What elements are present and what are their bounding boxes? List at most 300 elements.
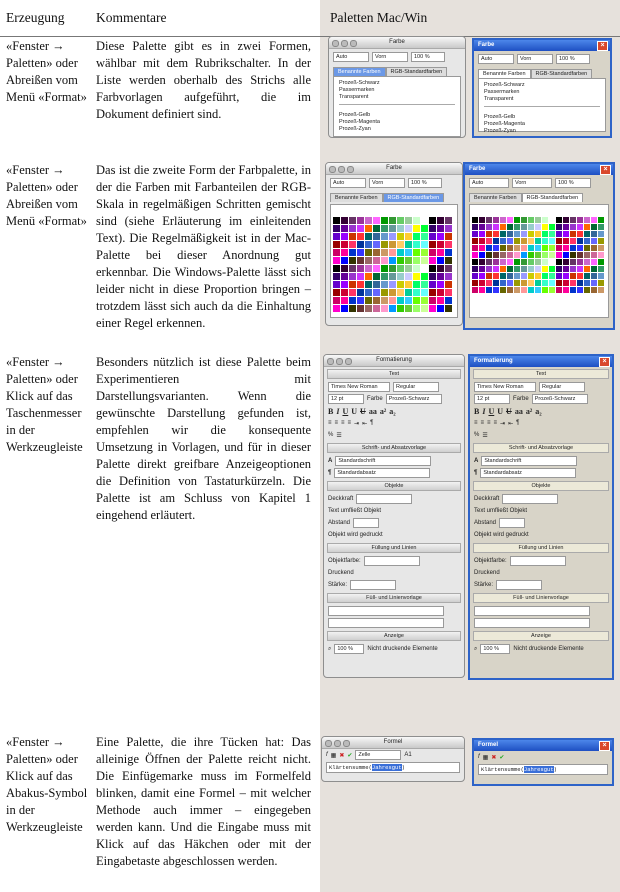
color-swatch[interactable]	[598, 231, 604, 237]
color-swatch[interactable]	[514, 252, 520, 258]
color-swatch[interactable]	[598, 217, 604, 223]
color-swatch[interactable]	[437, 305, 444, 312]
table-icon[interactable]: ▦	[482, 754, 489, 761]
color-swatch[interactable]	[357, 281, 364, 288]
color-swatch[interactable]	[421, 305, 428, 312]
close-icon[interactable]: ×	[599, 357, 610, 367]
zoom-select[interactable]: 100 %	[411, 52, 445, 62]
double-underline-icon[interactable]: U	[497, 406, 504, 416]
color-swatch[interactable]	[577, 217, 583, 223]
color-swatch[interactable]	[341, 273, 348, 280]
color-swatch[interactable]	[381, 273, 388, 280]
list-item[interactable]: Prozeß-Zyan	[339, 126, 371, 132]
close-icon[interactable]: ×	[597, 41, 608, 51]
section-fill[interactable]: Füllung und Linien	[327, 543, 461, 553]
color-swatch[interactable]	[514, 259, 520, 265]
color-swatch[interactable]	[421, 273, 428, 280]
color-swatch[interactable]	[405, 281, 412, 288]
color-select[interactable]: Prozeß-Schwarz	[532, 394, 588, 404]
color-swatch[interactable]	[570, 231, 576, 237]
color-swatch[interactable]	[437, 297, 444, 304]
color-swatch[interactable]	[357, 217, 364, 224]
color-swatch[interactable]	[528, 238, 534, 244]
color-swatch[interactable]	[570, 280, 576, 286]
color-swatch[interactable]	[445, 217, 452, 224]
color-swatch[interactable]	[591, 252, 597, 258]
color-swatch[interactable]	[397, 281, 404, 288]
stroke-select[interactable]	[350, 580, 396, 590]
align-center-icon[interactable]: ≡	[480, 420, 485, 426]
color-swatch[interactable]	[507, 238, 513, 244]
list-item[interactable]: Prozeß-Schwarz	[484, 82, 525, 88]
style-select[interactable]: Regular	[539, 382, 585, 392]
color-swatch[interactable]	[445, 289, 452, 296]
color-swatch[interactable]	[437, 233, 444, 240]
color-swatch[interactable]	[535, 259, 541, 265]
color-swatch[interactable]	[341, 265, 348, 272]
color-swatch[interactable]	[514, 266, 520, 272]
color-swatch[interactable]	[445, 305, 452, 312]
color-swatch[interactable]	[591, 287, 597, 293]
color-swatch[interactable]	[429, 257, 436, 264]
color-swatch[interactable]	[493, 273, 499, 279]
color-swatch[interactable]	[521, 217, 527, 223]
color-swatch[interactable]	[397, 225, 404, 232]
section-styles[interactable]: Schrift- und Absatzvorlage	[473, 443, 609, 453]
color-swatch[interactable]	[373, 217, 380, 224]
color-swatch[interactable]	[349, 289, 356, 296]
justify-icon[interactable]: ≡	[347, 420, 352, 426]
color-swatch[interactable]	[333, 249, 340, 256]
color-swatch[interactable]	[421, 249, 428, 256]
formula-field[interactable]: Klärtensumme(Jahresgut)	[326, 762, 460, 773]
color-swatch[interactable]	[357, 249, 364, 256]
color-swatch[interactable]	[535, 266, 541, 272]
section-fillstyle[interactable]: Füll- und Linienvorlage	[473, 593, 609, 603]
color-swatch[interactable]	[381, 217, 388, 224]
color-swatch[interactable]	[373, 257, 380, 264]
caps-icon[interactable]: aa	[514, 406, 523, 416]
section-object[interactable]: Objekte	[327, 481, 461, 491]
color-swatch[interactable]	[584, 280, 590, 286]
tab-rgb-colors[interactable]: RGB-Standardfarben	[386, 67, 448, 76]
color-swatch[interactable]	[556, 280, 562, 286]
color-swatch[interactable]	[542, 280, 548, 286]
color-swatch[interactable]	[437, 281, 444, 288]
color-swatch[interactable]	[349, 305, 356, 312]
section-view[interactable]: Anzeige	[473, 631, 609, 641]
color-swatch[interactable]	[341, 289, 348, 296]
color-swatch[interactable]	[389, 289, 396, 296]
magnifier-icon[interactable]: ⌕	[328, 645, 332, 652]
italic-icon[interactable]: I	[336, 406, 340, 416]
color-swatch[interactable]	[563, 259, 569, 265]
function-icon[interactable]: f	[478, 754, 480, 760]
color-swatch[interactable]	[472, 217, 478, 223]
color-swatch[interactable]	[373, 241, 380, 248]
color-swatch[interactable]	[341, 297, 348, 304]
auto-select[interactable]: Auto	[330, 178, 366, 188]
color-swatch[interactable]	[549, 217, 555, 223]
color-swatch[interactable]	[405, 305, 412, 312]
color-swatch[interactable]	[472, 231, 478, 237]
color-swatch[interactable]	[381, 289, 388, 296]
color-swatch[interactable]	[413, 297, 420, 304]
color-swatch[interactable]	[333, 217, 340, 224]
function-icon[interactable]: f	[326, 752, 328, 758]
color-swatch[interactable]	[535, 238, 541, 244]
color-swatch[interactable]	[341, 217, 348, 224]
color-swatch[interactable]	[542, 252, 548, 258]
char-style-select[interactable]: Standardschrift	[481, 456, 577, 466]
color-swatch[interactable]	[445, 233, 452, 240]
tab-rgb-colors[interactable]: RGB-Standardfarben	[383, 193, 445, 202]
color-swatch[interactable]	[486, 245, 492, 251]
distance-field[interactable]	[353, 518, 379, 528]
color-swatch[interactable]	[535, 252, 541, 258]
color-swatch[interactable]	[365, 249, 372, 256]
list-item[interactable]: Passermarken	[339, 87, 375, 93]
align-left-icon[interactable]: ≡	[474, 420, 478, 426]
color-swatch[interactable]	[535, 245, 541, 251]
color-swatch[interactable]	[397, 265, 404, 272]
color-swatch[interactable]	[577, 224, 583, 230]
italic-icon[interactable]: I	[482, 406, 486, 416]
color-swatch[interactable]	[598, 259, 604, 265]
color-swatch[interactable]	[365, 289, 372, 296]
auto-select[interactable]: Auto	[333, 52, 369, 62]
color-swatch[interactable]	[479, 217, 485, 223]
opacity-slider[interactable]	[502, 494, 558, 504]
color-swatch[interactable]	[357, 241, 364, 248]
color-swatch[interactable]	[486, 280, 492, 286]
tab-rgb-colors[interactable]: RGB-Standardfarben	[522, 193, 584, 202]
color-swatch[interactable]	[556, 266, 562, 272]
color-swatch[interactable]	[521, 266, 527, 272]
color-swatch[interactable]	[535, 287, 541, 293]
list-icon[interactable]: ☰	[482, 432, 488, 439]
color-swatch[interactable]	[413, 305, 420, 312]
front-select[interactable]: Vorn	[517, 54, 553, 64]
color-swatch[interactable]	[445, 249, 452, 256]
color-swatch[interactable]	[472, 287, 478, 293]
color-swatch[interactable]	[563, 280, 569, 286]
color-swatch[interactable]	[349, 217, 356, 224]
color-swatch[interactable]	[563, 252, 569, 258]
color-swatch[interactable]	[542, 245, 548, 251]
color-swatch[interactable]	[521, 259, 527, 265]
zoom-select[interactable]: 100 %	[556, 54, 590, 64]
color-swatch[interactable]	[507, 259, 513, 265]
color-swatch[interactable]	[349, 257, 356, 264]
color-swatch[interactable]	[514, 231, 520, 237]
color-swatch[interactable]	[437, 217, 444, 224]
section-styles[interactable]: Schrift- und Absatzvorlage	[327, 443, 461, 453]
color-swatch[interactable]	[341, 257, 348, 264]
color-swatch[interactable]	[584, 224, 590, 230]
color-swatch[interactable]	[570, 217, 576, 223]
zoom-select[interactable]: 100 %	[408, 178, 442, 188]
color-swatch[interactable]	[381, 233, 388, 240]
color-swatch[interactable]	[413, 273, 420, 280]
justify-icon[interactable]: ≡	[493, 420, 498, 426]
color-swatch[interactable]	[570, 273, 576, 279]
color-swatch[interactable]	[563, 217, 569, 223]
percent-icon[interactable]: %	[474, 432, 480, 438]
bold-icon[interactable]: B	[328, 406, 334, 416]
color-swatch[interactable]	[437, 241, 444, 248]
color-swatch[interactable]	[381, 241, 388, 248]
color-swatch[interactable]	[486, 266, 492, 272]
color-swatch[interactable]	[500, 224, 506, 230]
color-swatch[interactable]	[445, 241, 452, 248]
color-swatch[interactable]	[349, 281, 356, 288]
color-swatch[interactable]	[472, 245, 478, 251]
color-swatch[interactable]	[549, 266, 555, 272]
formula-field[interactable]: Klärtensumme(Jahresgut)	[478, 764, 608, 775]
color-swatch[interactable]	[429, 265, 436, 272]
color-swatch[interactable]	[528, 266, 534, 272]
color-swatch[interactable]	[528, 224, 534, 230]
list-item[interactable]: Prozeß-Gelb	[484, 114, 516, 120]
confirm-icon[interactable]: ✔	[347, 752, 353, 759]
color-swatch[interactable]	[389, 217, 396, 224]
color-swatch[interactable]	[357, 257, 364, 264]
color-swatch[interactable]	[549, 224, 555, 230]
double-underline-icon[interactable]: U	[351, 406, 358, 416]
color-swatch[interactable]	[413, 241, 420, 248]
color-swatch[interactable]	[437, 249, 444, 256]
color-swatch[interactable]	[421, 289, 428, 296]
front-select[interactable]: Vorn	[512, 178, 552, 188]
color-swatch[interactable]	[598, 238, 604, 244]
tab-named-colors[interactable]: Benannte Farben	[333, 67, 386, 76]
bold-icon[interactable]: B	[474, 406, 480, 416]
view-zoom-select[interactable]: 100 %	[480, 644, 510, 654]
color-swatch[interactable]	[577, 252, 583, 258]
color-swatch[interactable]	[389, 249, 396, 256]
color-swatch[interactable]	[549, 252, 555, 258]
color-swatch[interactable]	[333, 289, 340, 296]
font-select[interactable]: Times New Roman	[328, 382, 390, 392]
color-swatch[interactable]	[591, 266, 597, 272]
color-swatch[interactable]	[500, 287, 506, 293]
color-swatch[interactable]	[479, 224, 485, 230]
color-swatch[interactable]	[397, 257, 404, 264]
indent-icon[interactable]: ⇥	[500, 420, 506, 427]
color-swatch[interactable]	[500, 231, 506, 237]
view-option[interactable]: Nicht druckende Elemente	[367, 646, 438, 652]
color-swatch[interactable]	[528, 273, 534, 279]
color-swatch[interactable]	[535, 224, 541, 230]
superscript-icon[interactable]: a²	[379, 406, 387, 416]
pilcrow-icon[interactable]: ¶	[516, 420, 520, 426]
close-icon[interactable]: ×	[599, 741, 610, 751]
color-swatch[interactable]	[413, 281, 420, 288]
color-swatch[interactable]	[591, 224, 597, 230]
color-swatch[interactable]	[591, 259, 597, 265]
color-swatch[interactable]	[598, 224, 604, 230]
strike-icon[interactable]: U	[506, 406, 512, 416]
color-swatch[interactable]	[333, 305, 340, 312]
color-swatch[interactable]	[591, 217, 597, 223]
line-style-select[interactable]	[328, 618, 444, 628]
color-swatch[interactable]	[397, 249, 404, 256]
color-swatch[interactable]	[365, 265, 372, 272]
color-swatch[interactable]	[405, 265, 412, 272]
color-swatch[interactable]	[507, 287, 513, 293]
color-swatch[interactable]	[535, 231, 541, 237]
color-swatch[interactable]	[493, 245, 499, 251]
color-swatch[interactable]	[542, 287, 548, 293]
color-swatch[interactable]	[563, 266, 569, 272]
color-swatch[interactable]	[591, 231, 597, 237]
color-swatch[interactable]	[397, 289, 404, 296]
color-swatch[interactable]	[577, 245, 583, 251]
color-swatch[interactable]	[445, 281, 452, 288]
color-swatch[interactable]	[341, 281, 348, 288]
color-swatch[interactable]	[429, 249, 436, 256]
tab-named-colors[interactable]: Benannte Farben	[330, 193, 383, 202]
color-swatch[interactable]	[333, 273, 340, 280]
color-swatch[interactable]	[413, 217, 420, 224]
color-swatch[interactable]	[437, 265, 444, 272]
color-swatch[interactable]	[479, 238, 485, 244]
color-swatch-grid[interactable]	[330, 204, 458, 318]
color-swatch[interactable]	[381, 265, 388, 272]
color-swatch[interactable]	[333, 257, 340, 264]
color-swatch[interactable]	[389, 257, 396, 264]
color-swatch[interactable]	[373, 305, 380, 312]
fill-style-select[interactable]	[328, 606, 444, 616]
view-option[interactable]: Nicht druckende Elemente	[513, 646, 584, 652]
color-swatch[interactable]	[507, 280, 513, 286]
color-swatch[interactable]	[429, 297, 436, 304]
color-swatch[interactable]	[349, 265, 356, 272]
color-swatch[interactable]	[333, 281, 340, 288]
color-swatch[interactable]	[373, 281, 380, 288]
color-swatch[interactable]	[556, 231, 562, 237]
color-swatch[interactable]	[570, 238, 576, 244]
color-swatch[interactable]	[584, 217, 590, 223]
color-swatch[interactable]	[472, 280, 478, 286]
color-swatch[interactable]	[500, 280, 506, 286]
color-swatch[interactable]	[556, 273, 562, 279]
color-swatch[interactable]	[521, 231, 527, 237]
color-swatch[interactable]	[472, 238, 478, 244]
color-swatch[interactable]	[421, 225, 428, 232]
color-swatch[interactable]	[381, 249, 388, 256]
color-swatch[interactable]	[389, 265, 396, 272]
color-swatch[interactable]	[381, 281, 388, 288]
color-swatch[interactable]	[556, 238, 562, 244]
color-swatch[interactable]	[349, 241, 356, 248]
color-swatch[interactable]	[357, 305, 364, 312]
color-swatch[interactable]	[542, 238, 548, 244]
color-swatch[interactable]	[381, 257, 388, 264]
color-swatch[interactable]	[549, 231, 555, 237]
tab-named-colors[interactable]: Benannte Farben	[478, 69, 531, 78]
color-swatch[interactable]	[577, 259, 583, 265]
color-swatch[interactable]	[542, 266, 548, 272]
color-swatch[interactable]	[429, 305, 436, 312]
color-swatch[interactable]	[521, 280, 527, 286]
cancel-icon[interactable]: ✖	[339, 752, 345, 759]
color-swatch[interactable]	[584, 238, 590, 244]
color-swatch[interactable]	[486, 217, 492, 223]
color-swatch[interactable]	[365, 305, 372, 312]
color-swatch[interactable]	[389, 273, 396, 280]
color-swatch[interactable]	[397, 241, 404, 248]
color-swatch[interactable]	[514, 287, 520, 293]
color-swatch[interactable]	[598, 266, 604, 272]
underline-icon[interactable]: U	[488, 406, 495, 416]
align-right-icon[interactable]: ≡	[487, 420, 491, 426]
list-item[interactable]: Prozeß-Gelb	[339, 112, 371, 118]
color-swatch[interactable]	[500, 252, 506, 258]
color-swatch[interactable]	[563, 238, 569, 244]
color-swatch[interactable]	[429, 217, 436, 224]
objcolor-select[interactable]	[364, 556, 420, 566]
color-swatch[interactable]	[479, 287, 485, 293]
section-object[interactable]: Objekte	[473, 481, 609, 491]
section-view[interactable]: Anzeige	[327, 631, 461, 641]
color-swatch[interactable]	[373, 233, 380, 240]
color-swatch[interactable]	[405, 297, 412, 304]
section-text[interactable]: Text	[327, 369, 461, 379]
color-swatch[interactable]	[479, 280, 485, 286]
color-swatch[interactable]	[584, 287, 590, 293]
color-swatch[interactable]	[577, 287, 583, 293]
color-swatch[interactable]	[357, 297, 364, 304]
color-swatch[interactable]	[341, 249, 348, 256]
zoom-select[interactable]: 100 %	[555, 178, 591, 188]
color-swatch[interactable]	[333, 233, 340, 240]
color-swatch[interactable]	[472, 259, 478, 265]
color-swatch[interactable]	[389, 241, 396, 248]
color-swatch[interactable]	[514, 217, 520, 223]
color-swatch[interactable]	[556, 259, 562, 265]
color-swatch[interactable]	[507, 231, 513, 237]
color-swatch[interactable]	[591, 280, 597, 286]
color-swatch[interactable]	[570, 259, 576, 265]
color-swatch[interactable]	[479, 245, 485, 251]
color-swatch[interactable]	[445, 265, 452, 272]
color-swatch[interactable]	[486, 273, 492, 279]
color-swatch[interactable]	[472, 252, 478, 258]
color-swatch[interactable]	[429, 289, 436, 296]
opacity-slider[interactable]	[356, 494, 412, 504]
color-swatch[interactable]	[397, 305, 404, 312]
align-left-icon[interactable]: ≡	[328, 420, 332, 426]
color-swatch[interactable]	[413, 249, 420, 256]
color-swatch[interactable]	[421, 257, 428, 264]
color-swatch[interactable]	[507, 252, 513, 258]
color-swatch[interactable]	[521, 238, 527, 244]
color-swatch[interactable]	[563, 287, 569, 293]
color-swatch[interactable]	[349, 273, 356, 280]
color-swatch[interactable]	[389, 281, 396, 288]
color-swatch[interactable]	[389, 297, 396, 304]
color-swatch[interactable]	[570, 245, 576, 251]
color-swatch[interactable]	[405, 289, 412, 296]
front-select[interactable]: Vorn	[372, 52, 408, 62]
color-swatch[interactable]	[598, 273, 604, 279]
section-text[interactable]: Text	[473, 369, 609, 379]
color-swatch[interactable]	[405, 217, 412, 224]
color-swatch[interactable]	[437, 273, 444, 280]
color-swatch[interactable]	[507, 217, 513, 223]
